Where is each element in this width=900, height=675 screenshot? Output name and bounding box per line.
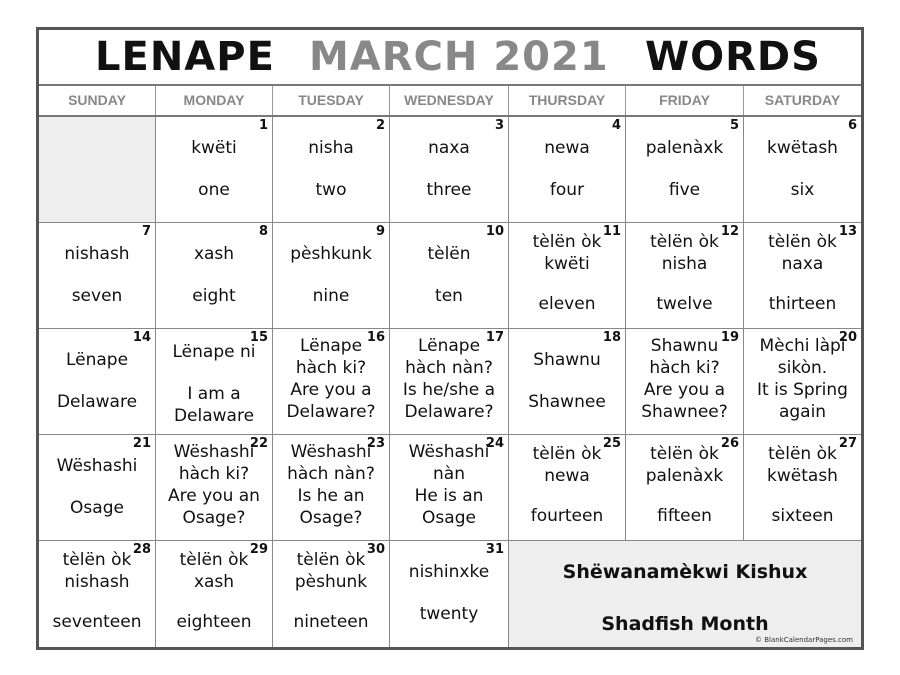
day-cell-28 [39,541,156,647]
lenape-word: tèlën òk palenàxk [645,444,724,486]
day-number: 8 [258,224,268,239]
day-cell-8 [156,223,273,329]
english-word: twelve [656,294,713,314]
lenape-word: xash [193,244,235,264]
english-word: I am a Delaware [173,384,255,426]
day-cell-20 [744,329,861,435]
lenape-word: tèlën òk xash [179,550,249,592]
day-number: 26 [720,436,739,451]
day-cell-6 [744,117,861,223]
day-cell-17 [390,329,509,435]
day-number: 13 [838,224,857,239]
day-cell-27 [744,435,861,541]
lenape-word: nishash [64,244,130,264]
english-word: eight [192,286,236,306]
day-number: 25 [602,436,621,451]
weekday-tuesday: TUESDAY [273,86,390,115]
lenape-word: Lënape hàch ki? [295,336,367,378]
english-word: eighteen [176,612,252,632]
day-cell-23 [273,435,390,541]
lenape-word: Lënape hàch nàn? [405,336,493,378]
calendar [36,27,864,650]
day-number: 10 [485,224,504,239]
empty-day-cell [39,117,156,223]
day-cell-2 [273,117,390,223]
lenape-word: Wëshashi hàch ki? [173,442,255,484]
day-number: 14 [132,330,151,345]
day-number: 23 [366,436,385,451]
lenape-word: Lënape [65,350,129,370]
english-word: ten [435,286,463,306]
lenape-word: pèshkunk [290,244,372,264]
title-month: MARCH 2021 [309,34,609,80]
weekday-sunday: SUNDAY [39,86,156,115]
lenape-word: tèlën òk kwëtash [767,444,838,486]
day-cell-12 [626,223,744,329]
lenape-word: Mèchi làpi sikòn. [759,336,846,378]
lenape-word: tèlën òk nisha [650,232,719,274]
english-word: Osage [70,498,124,518]
english-word: nineteen [293,612,369,632]
day-number: 17 [485,330,504,345]
day-number: 18 [602,330,621,345]
day-number: 22 [249,436,268,451]
day-number: 30 [366,542,385,557]
day-cell-26 [626,435,744,541]
weekday-header [39,84,861,117]
day-number: 2 [375,118,385,133]
english-word: one [198,180,230,200]
title-left: LENAPE [95,34,275,80]
day-cell-22 [156,435,273,541]
english-word: Is he/she a Delaware? [402,380,496,422]
day-number: 29 [249,542,268,557]
day-cell-1 [156,117,273,223]
day-cell-21 [39,435,156,541]
day-cell-9 [273,223,390,329]
lenape-word: newa [544,138,590,158]
day-cell-15 [156,329,273,435]
day-number: 19 [720,330,739,345]
lenape-word: Wëshashi nàn [408,442,490,484]
day-cell-31 [390,541,509,647]
weekday-wednesday: WEDNESDAY [390,86,509,115]
day-number: 6 [847,118,857,133]
month-name-english: Shadfish Month [601,613,769,635]
day-cell-30 [273,541,390,647]
weekday-friday: FRIDAY [626,86,744,115]
day-cell-13 [744,223,861,329]
lenape-word: Shawnu hàch ki? [649,336,720,378]
day-number: 3 [494,118,504,133]
english-word: six [790,180,815,200]
english-word: eleven [538,294,596,314]
english-word: fourteen [530,506,604,526]
day-number: 21 [132,436,151,451]
english-word: Are you an Osage? [168,486,260,528]
english-word: fifteen [657,506,712,526]
day-number: 1 [258,118,268,133]
english-word: thirteen [768,294,837,314]
day-cell-19 [626,329,744,435]
english-word: seventeen [52,612,142,632]
day-number: 15 [249,330,268,345]
day-number: 20 [838,330,857,345]
lenape-word: nishinxke [408,562,490,582]
day-number: 27 [838,436,857,451]
lenape-word: tèlën òk pèshunk [294,550,368,592]
lenape-word: tèlën òk kwëti [532,232,602,274]
english-word: nine [312,286,350,306]
english-word: five [668,180,701,200]
lenape-word: naxa [428,138,470,158]
day-number: 31 [485,542,504,557]
english-word: It is Spring again [757,380,848,422]
day-cell-7 [39,223,156,329]
day-number: 16 [366,330,385,345]
english-word: Delaware [56,392,138,412]
english-word: two [315,180,347,200]
day-cell-3 [390,117,509,223]
day-number: 5 [729,118,739,133]
day-cell-29 [156,541,273,647]
day-cell-5 [626,117,744,223]
day-cell-14 [39,329,156,435]
weekday-saturday: SATURDAY [764,92,841,108]
english-word: Is he an Osage? [297,486,365,528]
day-cell-10 [390,223,509,329]
english-word: seven [71,286,123,306]
english-word: sixteen [771,506,834,526]
credit-text: © BlankCalendarPages.com [755,636,853,644]
lenape-word: kwëti [191,138,237,158]
lenape-word: Wëshashi hàch nàn? [287,442,375,484]
lenape-word: tèlën òk newa [532,444,602,486]
lenape-word: Wëshashi [56,456,138,476]
english-word: He is an Osage [414,486,484,528]
month-name-lenape: Shëwanamèkwi Kishux [562,561,808,583]
day-number: 11 [602,224,621,239]
day-cell-11 [509,223,626,329]
english-word: Are you a Shawnee? [641,380,728,422]
lenape-word: Lënape ni [172,342,256,362]
calendar-grid [39,117,861,647]
lenape-word: tèlën òk naxa [768,232,837,274]
english-word: Shawnee [528,392,606,412]
lenape-word: tèlën [427,244,471,264]
day-number: 12 [720,224,739,239]
english-word: three [426,180,472,200]
day-number: 4 [611,118,621,133]
weekday-thursday: THURSDAY [509,86,626,115]
day-number: 28 [132,542,151,557]
lenape-word: nisha [308,138,354,158]
weekday-monday: MONDAY [156,86,273,115]
title-right: WORDS [645,34,821,80]
day-cell-18 [509,329,626,435]
day-cell-16 [273,329,390,435]
day-cell-25 [509,435,626,541]
lenape-word: kwëtash [767,138,838,158]
lenape-word: palenàxk [645,138,724,158]
lenape-word: Shawnu [533,350,601,370]
english-word: twenty [419,604,479,624]
day-number: 24 [485,436,504,451]
english-word: Are you a Delaware? [286,380,376,422]
calendar-title [39,30,861,84]
lenape-word: tèlën òk nishash [62,550,132,592]
day-number: 9 [375,224,385,239]
month-name-panel [509,541,861,647]
english-word: four [549,180,585,200]
day-cell-24 [390,435,509,541]
day-number: 7 [141,224,151,239]
day-cell-4 [509,117,626,223]
